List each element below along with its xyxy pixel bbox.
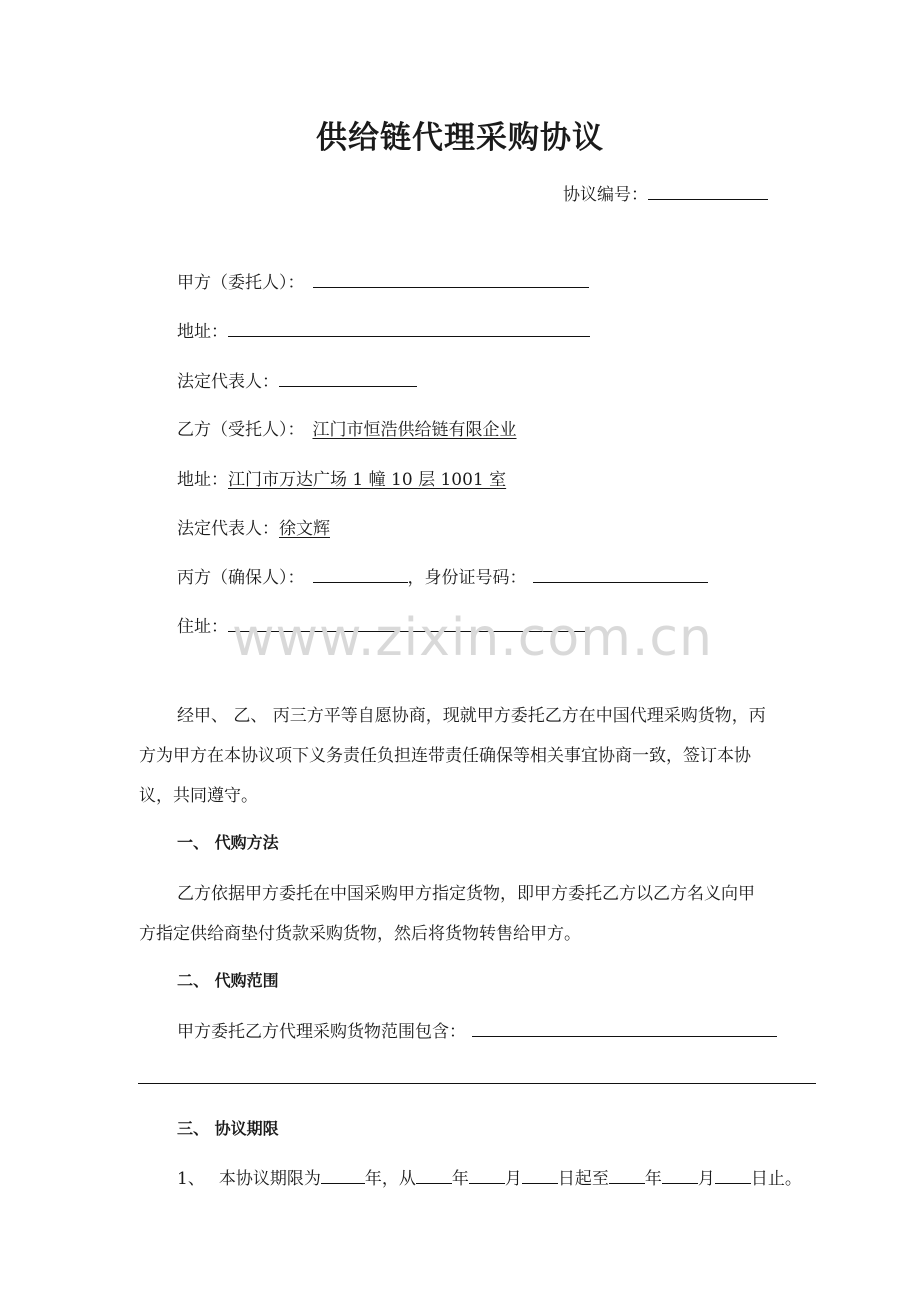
party-c-row <box>177 563 708 588</box>
party-a-address-row <box>177 317 590 342</box>
term-text-8: 日止。 <box>750 1169 802 1189</box>
section-3-heading: 三、 协议期限 <box>177 1119 279 1138</box>
agreement-number-blank[interactable] <box>648 183 768 200</box>
party-a-rep-label: 法定代表人： <box>177 372 279 392</box>
term-text-6: 年 <box>644 1169 662 1189</box>
party-c-id-label: ，身份证号码： <box>407 568 527 588</box>
term-years-blank[interactable] <box>321 1167 365 1184</box>
agreement-number-label: 协议编号： <box>563 185 648 205</box>
intro-line-2: 方为甲方在本协议项下义务责任负担连带责任确保等相关事宜协商一致，签订本协 <box>139 746 751 766</box>
end-day-blank[interactable] <box>715 1167 751 1184</box>
term-row <box>177 1164 802 1189</box>
agreement-number-row <box>563 180 768 205</box>
section-1-line-2: 方指定供给商垫付货款采购货物，然后将货物转售给甲方。 <box>139 924 581 944</box>
party-a-address-blank[interactable] <box>228 320 590 337</box>
intro-line-1: 经甲、 乙、 丙三方平等自愿协商，现就甲方委托乙方在中国代理采购货物，丙 <box>177 706 766 726</box>
party-b-rep-row <box>177 514 344 539</box>
party-c-name-blank[interactable] <box>313 566 408 583</box>
term-text-7: 月 <box>697 1169 715 1189</box>
term-number: 1、 <box>177 1169 205 1189</box>
end-month-blank[interactable] <box>662 1167 698 1184</box>
party-a-rep-row <box>177 367 417 392</box>
goods-scope-line[interactable] <box>138 1083 816 1084</box>
party-b-row <box>177 415 545 440</box>
term-text-1: 本协议期限为 <box>218 1169 321 1189</box>
term-text-4: 月 <box>504 1169 522 1189</box>
party-b-rep-label: 法定代表人： <box>177 519 279 539</box>
page-title: 供给链代理采购协议 <box>316 120 604 156</box>
party-a-label: 甲方（委托人）： <box>177 273 305 293</box>
party-b-address-row <box>177 465 522 490</box>
goods-scope-blank[interactable] <box>472 1020 777 1037</box>
section-1-heading: 一、 代购方法 <box>177 833 279 852</box>
party-a-row <box>177 268 589 293</box>
party-b-rep: 徐文辉 <box>279 519 330 539</box>
party-c-id-blank[interactable] <box>533 566 708 583</box>
section-2-heading: 二、 代购范围 <box>177 971 279 990</box>
intro-line-3: 议，共同遵守。 <box>139 786 258 806</box>
watermark: www.zixin.com.cn <box>232 608 713 668</box>
section-2-text: 甲方委托乙方代理采购货物范围包含： <box>177 1022 466 1042</box>
party-b-address-label: 地址： <box>177 470 228 490</box>
term-text-2: 年，从 <box>364 1169 416 1189</box>
party-c-label: 丙方（确保人）： <box>177 568 305 588</box>
section-2-row <box>177 1017 777 1042</box>
party-b-address: 江门市万达广场 1 幢 10 层 1001 室 <box>228 470 507 490</box>
party-a-name-blank[interactable] <box>313 271 589 288</box>
party-a-rep-blank[interactable] <box>279 370 417 387</box>
end-year-blank[interactable] <box>609 1167 645 1184</box>
party-b-label: 乙方（受托人）： <box>177 420 305 440</box>
start-day-blank[interactable] <box>522 1167 558 1184</box>
party-b-name: 江门市恒浩供给链有限企业 <box>312 420 517 440</box>
term-text-5: 日起至 <box>557 1169 609 1189</box>
start-month-blank[interactable] <box>469 1167 505 1184</box>
section-1-line-1: 乙方依据甲方委托在中国采购甲方指定货物，即甲方委托乙方以乙方名义向甲 <box>177 884 755 904</box>
party-c-address-label: 住址： <box>177 617 228 637</box>
party-a-address-label: 地址： <box>177 322 228 342</box>
start-year-blank[interactable] <box>416 1167 452 1184</box>
term-text-3: 年 <box>451 1169 469 1189</box>
